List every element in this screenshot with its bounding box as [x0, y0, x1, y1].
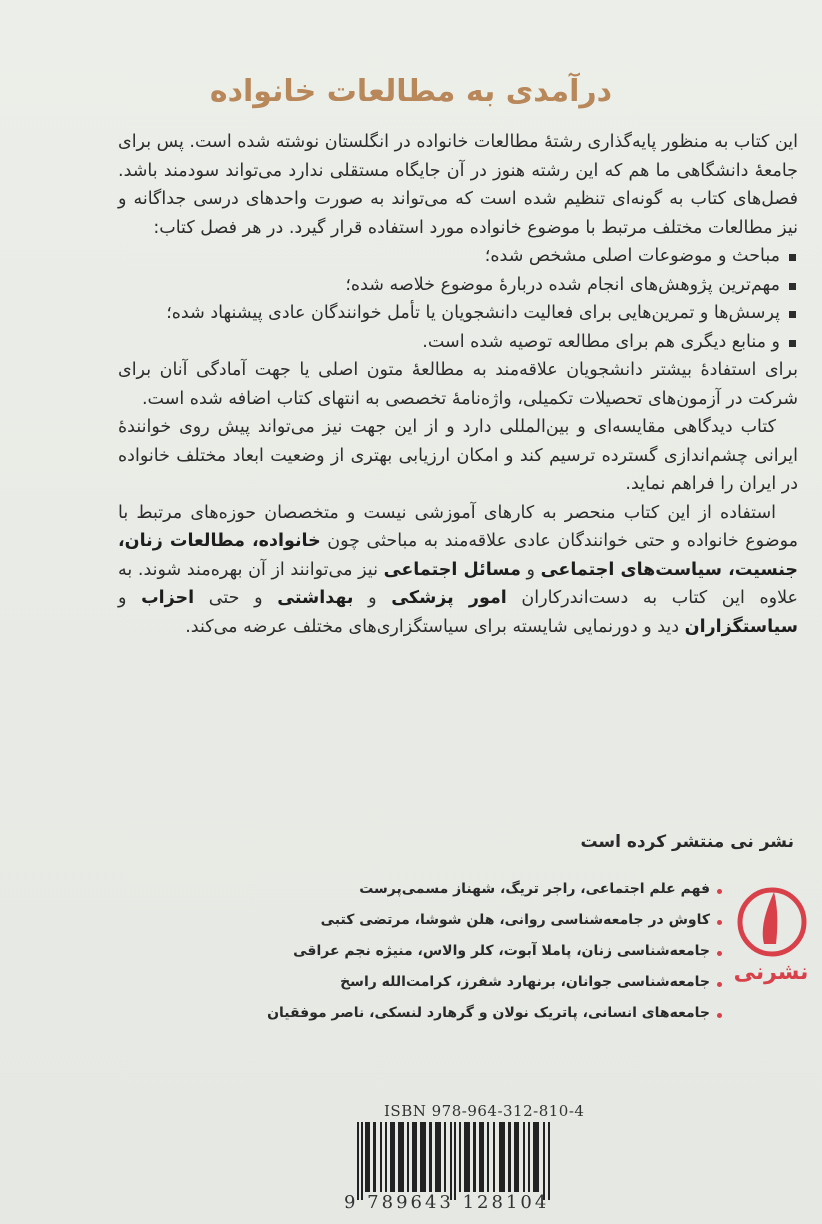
list-item: جامعه‌شناسی جوانان، برنهارد شفرز، کرامت‌الله راسخ: [262, 967, 722, 998]
barcode-digits: 9 789643 128104: [344, 1192, 550, 1213]
barcode-icon: [355, 1122, 555, 1202]
book-description: [118, 128, 798, 641]
list-item: جامعه‌های انسانی، پاتریک نولان و گرهارد لنسکی، ناصر موفقیان: [262, 998, 722, 1029]
list-item: پرسش‌ها و تمرین‌هایی برای فعالیت دانشجویان یا تأمل خوانندگان عادی پیشنهاد شده؛: [118, 299, 798, 328]
text-run: استفاده از این کتاب منحصر به کارهای آموزشی نیست و متخصصان حوزه‌های مرتبط با موضوع خانواده و حتی خوانندگان عادی علاقه‌مند به مباحثی چون: [118, 502, 798, 551]
bold-run: احزاب: [141, 588, 195, 608]
text-run: و: [353, 588, 392, 608]
intro-paragraph-1: این کتاب به منظور پایه‌گذاری رشتهٔ مطالعات خانواده در انگلستان نوشته شده است. پس برای جامعهٔ دانشگاهی ما هم که این رشته هنوز در آن جایگاه مستقلی ندارد می‌تواند سودمند باشد. فصل‌های کتاب به گونه‌ای تنظیم شده است که می‌تواند به صورت واحدهای درسی جداگانه و نیز مطالعات مختلف مرتبط با موضوع خانواده مورد استفاده قرار گیرد. در هر فصل کتاب:: [118, 132, 798, 238]
bold-run: مسائل اجتماعی: [383, 559, 521, 580]
publisher-logo-text: نشرنی: [733, 960, 809, 985]
intro-paragraph-2: برای استفادهٔ بیشتر دانشجویان علاقه‌مند به مطالعهٔ متون اصلی یا جهت آمادگی آنان برای شرکت در آزمون‌های تحصیلات تکمیلی، واژه‌نامهٔ تخصصی به انتهای کتاب اضافه شده است.: [118, 360, 798, 409]
text-run: دید و دورنمایی شایسته برای سیاستگزاری‌های مختلف عرضه می‌کند.: [185, 616, 685, 637]
chapter-features-list: [118, 242, 798, 356]
text-run: و: [118, 588, 142, 608]
bold-run: سیاستگزاران: [684, 616, 798, 637]
list-item: مباحث و موضوعات اصلی مشخص شده؛: [118, 242, 798, 271]
text-run: و: [520, 559, 541, 580]
intro-paragraph-3: کتاب دیدگاهی مقایسه‌ای و بین‌المللی دارد و از این جهت نیز می‌تواند پیش روی خوانندهٔ ایرانی چشم‌اندازی گسترده ترسیم کند و امکان ارزیابی بهتری از وضعیت ابعاد مختلف خانواده در ایران را فراهم نماید.: [118, 417, 798, 494]
bold-run: بهداشتی: [277, 588, 354, 608]
intro-paragraph-4: [118, 499, 798, 642]
list-item: و منابع دیگری هم برای مطالعه توصیه شده است.: [118, 328, 798, 357]
publisher-books-list: [262, 874, 722, 1029]
publisher-heading: نشر نی منتشر کرده است: [580, 832, 794, 852]
list-item: جامعه‌شناسی زنان، پاملا آبوت، کلر والاس، منیژه نجم عراقی: [262, 936, 722, 967]
bold-run: امور پزشکی: [391, 588, 507, 608]
list-item: مهم‌ترین پژوهش‌های انجام شده دربارهٔ موضوع خلاصه شده؛: [118, 271, 798, 300]
list-item: فهم علم اجتماعی، راجر تریگ، شهناز مسمی‌پرست: [262, 874, 722, 905]
bold-run: خانواده، مطالعات زنان، جنسیت، سیاست‌های اجتماعی: [118, 531, 799, 580]
book-title: درآمدی به مطالعات خانواده: [209, 74, 613, 109]
text-run: و حتی: [194, 588, 278, 608]
text-run: نیز می‌توانند از آن بهره‌مند شوند. به علاوه این کتاب به دست‌اندرکاران: [118, 559, 798, 608]
list-item: کاوش در جامعه‌شناسی روانی، هلن شوشا، مرتضی کتبی: [262, 905, 722, 936]
isbn-label: ISBN 978-964-312-810-4: [384, 1102, 585, 1120]
